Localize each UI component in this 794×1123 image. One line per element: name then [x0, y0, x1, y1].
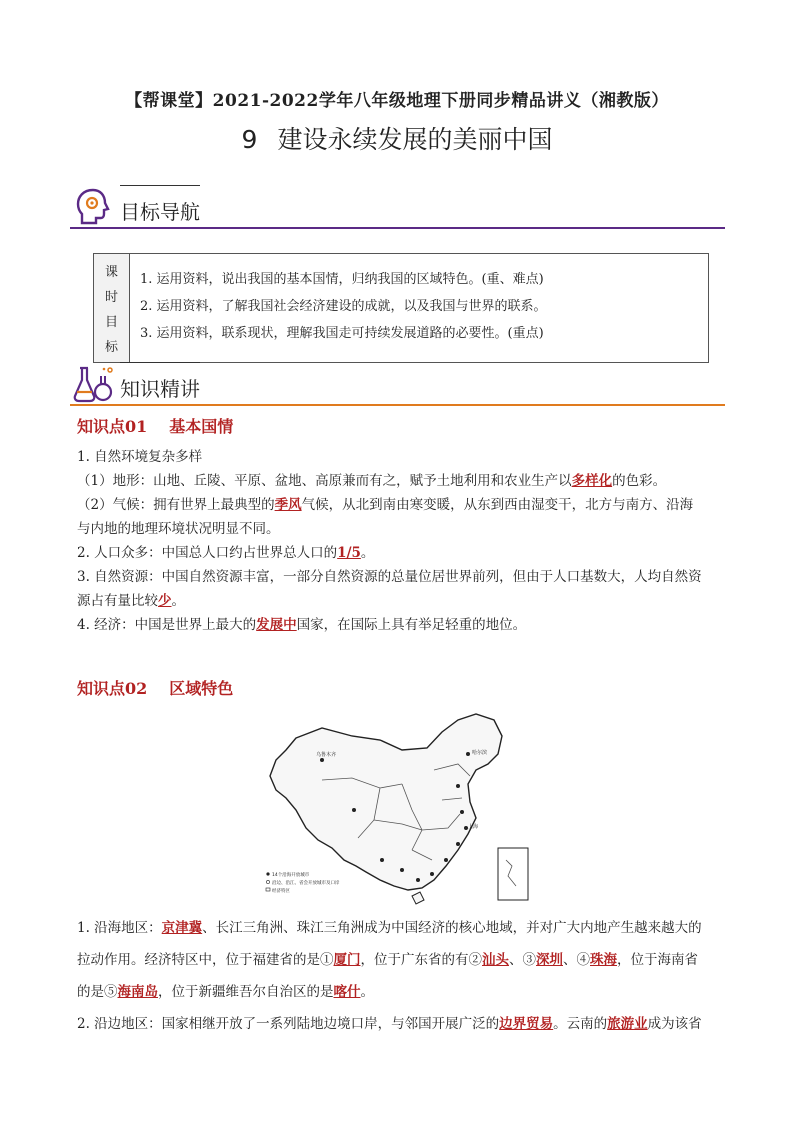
goal-item: 1. 运用资料，说出我国的基本国情，归纳我国的区域特色。(重、难点)	[140, 272, 544, 287]
head-gear-icon	[74, 187, 112, 227]
kp2-body: 1. 沿海地区：京津冀、长江三角洲、珠江三角洲成为中国经济的核心地域，并对广大内地产生越来越大的 拉动作用。经济特区中，位于福建省的是①厦门，位于广东省的有②汕头、③深圳、④珠海，位于海南省 的是⑤海南岛，位于新疆维吾尔自治区的是喀什。 2. 沿边地区：国家相继开放了一系列陆地边境口岸，与邻国开展广泛的边界贸易。云南的旅游业成为该省	[77, 920, 702, 1032]
knowledge-label: 知识精讲	[120, 377, 200, 401]
document-header: 【帮课堂】2021-2022学年八年级地理下册同步精品讲义（湘教版）	[125, 91, 669, 111]
map-legend-3: 经济特区	[272, 889, 290, 894]
knowledge-heading	[70, 362, 725, 406]
map-legend-2: 沿边、沿江、省会开放城市及口岸	[272, 881, 340, 886]
goals-list	[140, 266, 547, 347]
goal-item: 2. 运用资料，了解我国社会经济建设的成就，以及我国与世界的联系。	[140, 299, 547, 314]
map-label-shanghai: 上海	[468, 824, 479, 830]
goal-item: 3. 运用资料，联系现状，理解我国走可持续发展道路的必要性。(重点)	[140, 326, 544, 341]
lesson-title: 建设永续发展的美丽中国	[277, 125, 553, 154]
china-open-cities-map	[262, 710, 534, 910]
flask-icon	[72, 364, 116, 404]
knowledge-point-1-heading: 知识点01 基本国情	[77, 417, 234, 436]
knowledge-point-2-heading: 知识点02 区域特色	[77, 679, 234, 698]
goals-side-label: 课 时 目 标	[94, 254, 130, 362]
goals-nav-heading	[70, 185, 725, 229]
kp1-body: 1. 自然环境复杂多样 （1）地形：山地、丘陵、平原、盆地、高原兼而有之，赋予土地利用和农业生产以多样化的色彩。 （2）气候：拥有世界上最典型的季风气候，从北到南由寒变暖，从东到西由湿变干，北方与南方、沿海 与内地的地理环境状况明显不同。 2. 人口众多：中国总人口约占世界总人口的1/5。 3. 自然资源：中国自然资源丰富，一部分自然资源的总量位居世界前列，但由于人口基数大，人均自然资 源占有量比较少。 4. 经济：中国是世界上最大的发展中国家，在国际上具有举足轻重的地位。	[77, 449, 702, 633]
map-legend-1: 14个沿海开放城市	[272, 873, 310, 878]
page-title	[0, 120, 794, 156]
lesson-goals-box	[93, 253, 709, 363]
goals-nav-label: 目标导航	[120, 200, 200, 224]
map-label-urumqi: 乌鲁木齐	[316, 752, 337, 758]
map-label-harbin: 哈尔滨	[472, 750, 488, 756]
lesson-number: 9	[241, 125, 258, 154]
